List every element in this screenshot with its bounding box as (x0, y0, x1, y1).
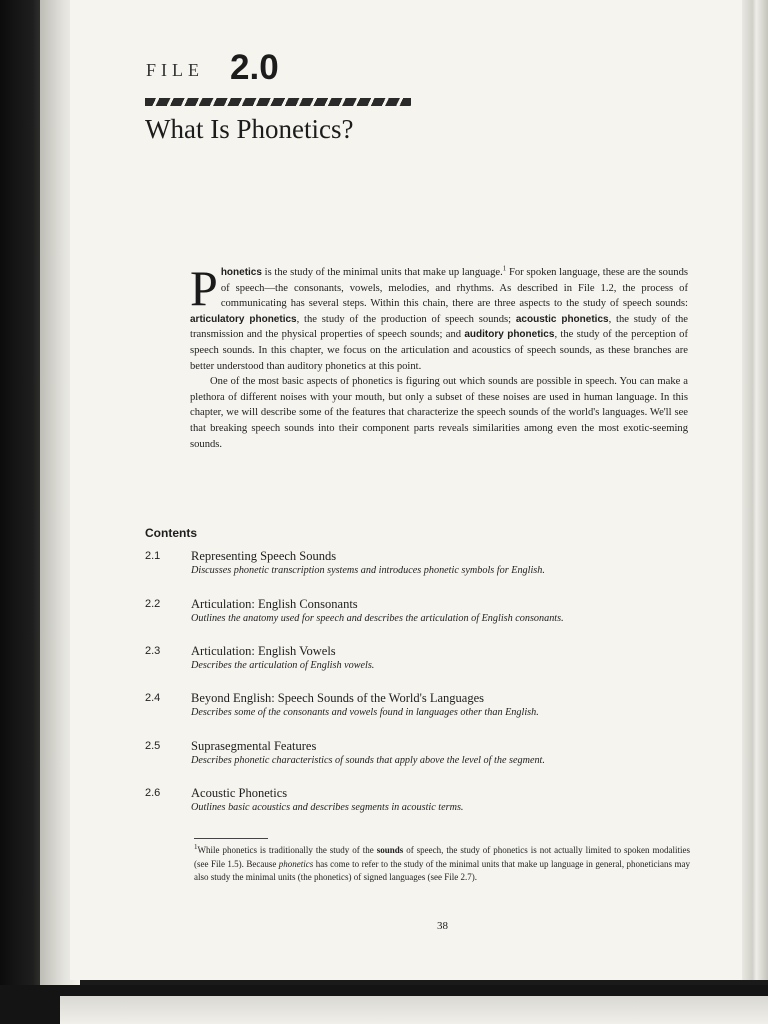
entry-number: 2.5 (145, 740, 161, 752)
entry-title: Beyond English: Speech Sounds of the World's Languages (191, 691, 484, 705)
file-number: 2.0 (230, 48, 279, 87)
footnote-marker: 1 (194, 843, 198, 851)
footnote-bold: sounds (376, 845, 404, 855)
entry-title: Articulation: English Vowels (191, 644, 336, 658)
term-articulatory-phonetics: articulatory phonetics (190, 313, 297, 325)
footnote-text-2: of speech, the study of phonetics is not actually limited to spoken modalities (see File 1.5). Because (194, 845, 690, 869)
footnote-rule (194, 838, 268, 839)
entry-title: Representing Speech Sounds (191, 549, 337, 563)
p1-text-3: , the study of the production of speech sounds; (296, 313, 516, 325)
entry-description: Outlines basic acoustics and describes segments in acoustic terms. (191, 802, 464, 813)
p1-text-4: , the study of the transmission and the physical properties of speech sounds; and (190, 313, 689, 341)
entry-number: 2.2 (145, 598, 161, 610)
entry-number: 2.1 (145, 550, 161, 562)
entry-number: 2.6 (145, 787, 161, 799)
footnote-ref: 1 (502, 264, 507, 273)
next-page-edge (60, 996, 768, 1024)
p1-text-5: , the study of the perception of speech sounds. In this chapter, we focus on the articulation and acoustics of speech sounds, as these branches are better understood than auditory phonetics at this point. (190, 329, 688, 372)
entry-number: 2.4 (145, 692, 161, 704)
paragraph-2: One of the most basic aspects of phonetics is figuring out which sounds are possible in speech. You can make a plethora of different noises with your mouth, but only a subset of these noises are used in human language. In this chapter, we will describe some of the features that characterize the speech sounds of the world's languages. We'll see that breaking speech sounds into their component parts reveals similarities among even the most exotic-seeming sounds. (190, 376, 688, 450)
intro-text (190, 260, 689, 452)
paragraph-1 (190, 260, 689, 374)
page-edges-right (742, 0, 768, 980)
term-acoustic-phonetics: acoustic phonetics (515, 313, 609, 325)
entry-title: Suprasegmental Features (191, 739, 317, 753)
term-phonetics: honetics (220, 267, 262, 278)
decorative-rule (145, 98, 411, 106)
entry-description: Describes the articulation of English vowels. (191, 660, 375, 671)
entry-description: Outlines the anatomy used for speech and describes the articulation of English consonants. (191, 613, 564, 624)
p1-text-2: For spoken language, these are the sounds of speech—the consonants, vowels, melodies, and rhythms. As described in File 1.2, the process of communicating has several steps. Within this chain, there are three aspects to the study of speech sounds: (220, 267, 688, 310)
footnote-text-3: has come to refer to the study of the minimal units that make up language in general, phoneticians may also study the minimal units (the phonetics) of signed languages (see File 2.7). (194, 858, 690, 882)
file-label: FILE (146, 60, 204, 80)
entry-description: Describes phonetic characteristics of sounds that apply above the level of the segment. (191, 755, 545, 766)
footnote (194, 844, 690, 885)
entry-description: Describes some of the consonants and vowels found in languages other than English. (191, 707, 539, 718)
entry-number: 2.3 (145, 645, 161, 657)
entry-description: Discusses phonetic transcription systems and introduces phonetic symbols for English. (191, 565, 545, 576)
p1-text-1: is the study of the minimal units that make up language. (261, 267, 503, 278)
term-auditory-phonetics: auditory phonetics (464, 329, 555, 341)
drop-cap: P (190, 260, 218, 316)
contents-heading: Contents (145, 526, 197, 540)
page-title: What Is Phonetics? (145, 114, 354, 144)
footnote-text-1: While phonetics is traditionally the study of the (197, 845, 377, 855)
entry-title: Acoustic Phonetics (191, 786, 288, 800)
book-page (70, 0, 748, 980)
footnote-italic: phonetics (278, 858, 314, 869)
entry-title: Articulation: English Consonants (191, 597, 358, 611)
page-number: 38 (437, 920, 448, 932)
